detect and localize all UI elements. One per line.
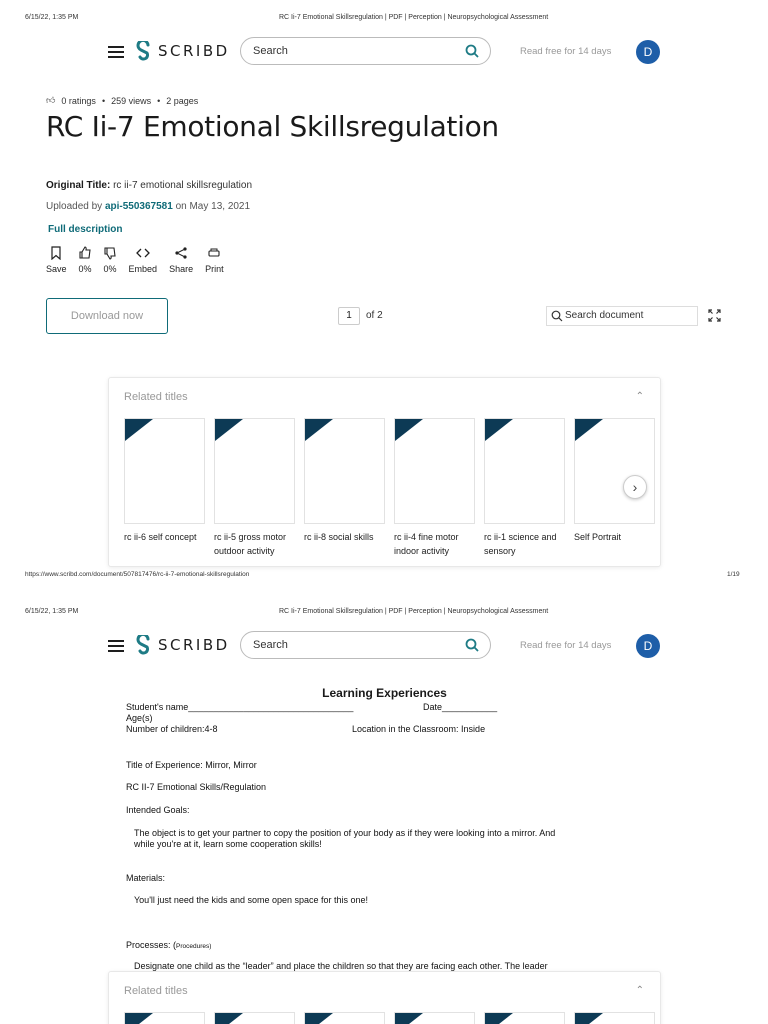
search-input[interactable] — [240, 631, 491, 659]
goals-label: Intended Goals: — [126, 805, 190, 815]
embed-button[interactable]: Embed — [129, 246, 158, 274]
avatar[interactable]: D — [636, 40, 660, 64]
search-icon — [551, 310, 563, 322]
rc-code: RC II-7 Emotional Skills/Regulation — [126, 782, 267, 792]
processes-text: Designate one child as the “leader” and place the children so that they are facing each other. The leader — [134, 961, 548, 971]
print-date: 6/15/22, 1:35 PM — [25, 14, 79, 21]
original-title — [46, 180, 252, 191]
top-nav — [0, 626, 768, 666]
document-thumbnail — [574, 418, 655, 524]
document-thumbnail — [394, 418, 475, 524]
document-title: RC Ii-7 Emotional Skillsregulation — [46, 110, 499, 143]
logo-text: SCRIBD — [158, 42, 230, 60]
related-titles-heading: Related titles — [124, 391, 188, 403]
document-thumbnail — [574, 1012, 655, 1024]
related-item[interactable] — [214, 418, 295, 558]
materials-label: Materials: — [126, 873, 166, 883]
search-icon[interactable] — [465, 44, 479, 58]
uploaded-info: Uploaded by api-550367581 on May 13, 2021 — [46, 201, 251, 212]
document-thumbnail — [304, 418, 385, 524]
print-doc-title: RC Ii-7 Emotional Skillsregulation | PDF | Perception | Neuropsychological Assessment — [279, 14, 549, 21]
fullscreen-icon[interactable] — [708, 309, 721, 322]
related-item[interactable] — [484, 418, 565, 558]
doc-stats: 👍︎ 0 ratings • 259 views • 2 pages — [46, 95, 199, 106]
read-free-link[interactable]: Read free for 14 days — [520, 46, 612, 57]
related-item[interactable] — [304, 418, 385, 558]
search-input[interactable] — [240, 37, 491, 65]
chevron-up-icon[interactable]: ⌃ — [635, 391, 644, 402]
goals-text: The object is to get your partner to copy the position of your body as if they were looking into a mirror. And — [134, 828, 556, 838]
goals-text: while you're at it, learn some cooperation skills! — [134, 839, 322, 849]
document-thumbnail — [124, 1012, 205, 1024]
document-thumbnail — [124, 418, 205, 524]
print-button[interactable]: Print — [205, 246, 224, 274]
like-button[interactable]: 0% — [79, 246, 92, 274]
save-button[interactable]: Save — [46, 246, 67, 274]
related-item[interactable] — [124, 418, 205, 558]
chevron-up-icon[interactable]: ⌃ — [635, 985, 644, 996]
related-list — [124, 418, 661, 558]
related-item[interactable] — [394, 1012, 475, 1024]
full-description-link[interactable]: Full description — [48, 224, 123, 235]
related-titles-panel — [108, 971, 661, 1024]
related-item-title: rc ii-5 gross motor outdoor activity — [214, 532, 287, 556]
read-free-link[interactable]: Read free for 14 days — [520, 640, 612, 651]
search-document-placeholder: Search document — [565, 310, 644, 321]
scribd-logo[interactable] — [136, 635, 230, 655]
students-name: Student's name_________________________________ — [126, 702, 354, 712]
related-titles-panel — [108, 377, 661, 567]
experience-title: Title of Experience: Mirror, Mirror — [126, 760, 257, 770]
thumbs-down-icon — [104, 246, 116, 260]
related-titles-heading: Related titles — [124, 985, 188, 997]
next-arrow-button[interactable] — [623, 475, 647, 499]
document-heading: Learning Experiences — [322, 686, 447, 700]
original-title-value: rc ii-7 emotional skillsregulation — [113, 180, 253, 191]
chevron-right-icon: › — [632, 479, 638, 495]
scribd-logo[interactable] — [136, 41, 230, 61]
uploader-link[interactable]: api-550367581 — [104, 201, 173, 212]
scribd-logo-icon — [136, 635, 152, 655]
related-item[interactable] — [214, 1012, 295, 1024]
related-item[interactable] — [484, 1012, 565, 1024]
related-item-title: rc ii-6 self concept — [124, 532, 197, 542]
document-page — [108, 672, 661, 972]
related-item[interactable] — [124, 1012, 205, 1024]
logo-text: SCRIBD — [158, 636, 230, 654]
page-count: of 2 — [366, 310, 383, 321]
processes-label: Processes: (Procedures) — [126, 940, 212, 950]
date-field: Date___________ — [423, 702, 498, 712]
print-footer-url: https://www.scribd.com/document/507817476/rc-ii-7-emotional-skillsregulation — [25, 571, 250, 578]
related-item-title: rc ii-8 social skills — [304, 532, 374, 542]
print-doc-title: RC Ii-7 Emotional Skillsregulation | PDF | Perception | Neuropsychological Assessment — [279, 608, 549, 615]
document-thumbnail — [394, 1012, 475, 1024]
related-item[interactable] — [394, 418, 475, 558]
related-item[interactable] — [304, 1012, 385, 1024]
print-footer-page: 1/19 — [727, 571, 740, 578]
views-count: 259 views — [111, 95, 152, 106]
thumbs-up-icon — [79, 246, 91, 260]
document-thumbnail — [484, 418, 565, 524]
bookmark-icon — [51, 246, 61, 260]
embed-icon — [136, 246, 150, 260]
search-placeholder: Search — [253, 45, 288, 57]
related-item-title: rc ii-4 fine motor indoor activity — [394, 532, 459, 556]
related-item-title: Self Portrait — [574, 532, 622, 542]
num-children: Number of children:4-8 — [126, 724, 218, 734]
avatar[interactable]: D — [636, 634, 660, 658]
related-item[interactable] — [574, 1012, 655, 1024]
hamburger-menu-icon[interactable] — [108, 46, 124, 58]
share-icon — [175, 246, 187, 260]
ages-field: Age(s) — [126, 713, 153, 723]
search-document-input[interactable] — [546, 306, 698, 326]
print-icon — [208, 246, 220, 260]
ratings-count: 0 ratings — [61, 95, 96, 106]
share-button[interactable]: Share — [169, 246, 193, 274]
top-nav — [0, 32, 768, 72]
search-placeholder: Search — [253, 639, 288, 651]
action-bar — [46, 246, 236, 274]
dislike-button[interactable]: 0% — [104, 246, 117, 274]
print-date: 6/15/22, 1:35 PM — [25, 608, 79, 615]
thumbs-up-icon: 👍︎ — [46, 95, 56, 105]
location: Location in the Classroom: Inside — [352, 724, 486, 734]
document-thumbnail — [214, 418, 295, 524]
pages-count: 2 pages — [166, 95, 199, 106]
original-title-label: Original Title: — [46, 180, 111, 191]
document-thumbnail — [214, 1012, 295, 1024]
related-item-title: rc ii-1 science and sensory — [484, 532, 557, 556]
materials-text: You'll just need the kids and some open space for this one! — [134, 895, 369, 905]
page-number-input[interactable]: 1 — [338, 307, 360, 325]
related-list — [124, 1012, 661, 1024]
hamburger-menu-icon[interactable] — [108, 640, 124, 652]
document-thumbnail — [304, 1012, 385, 1024]
scribd-logo-icon — [136, 41, 152, 61]
document-thumbnail — [484, 1012, 565, 1024]
search-icon[interactable] — [465, 638, 479, 652]
download-button[interactable]: Download now — [46, 298, 168, 334]
